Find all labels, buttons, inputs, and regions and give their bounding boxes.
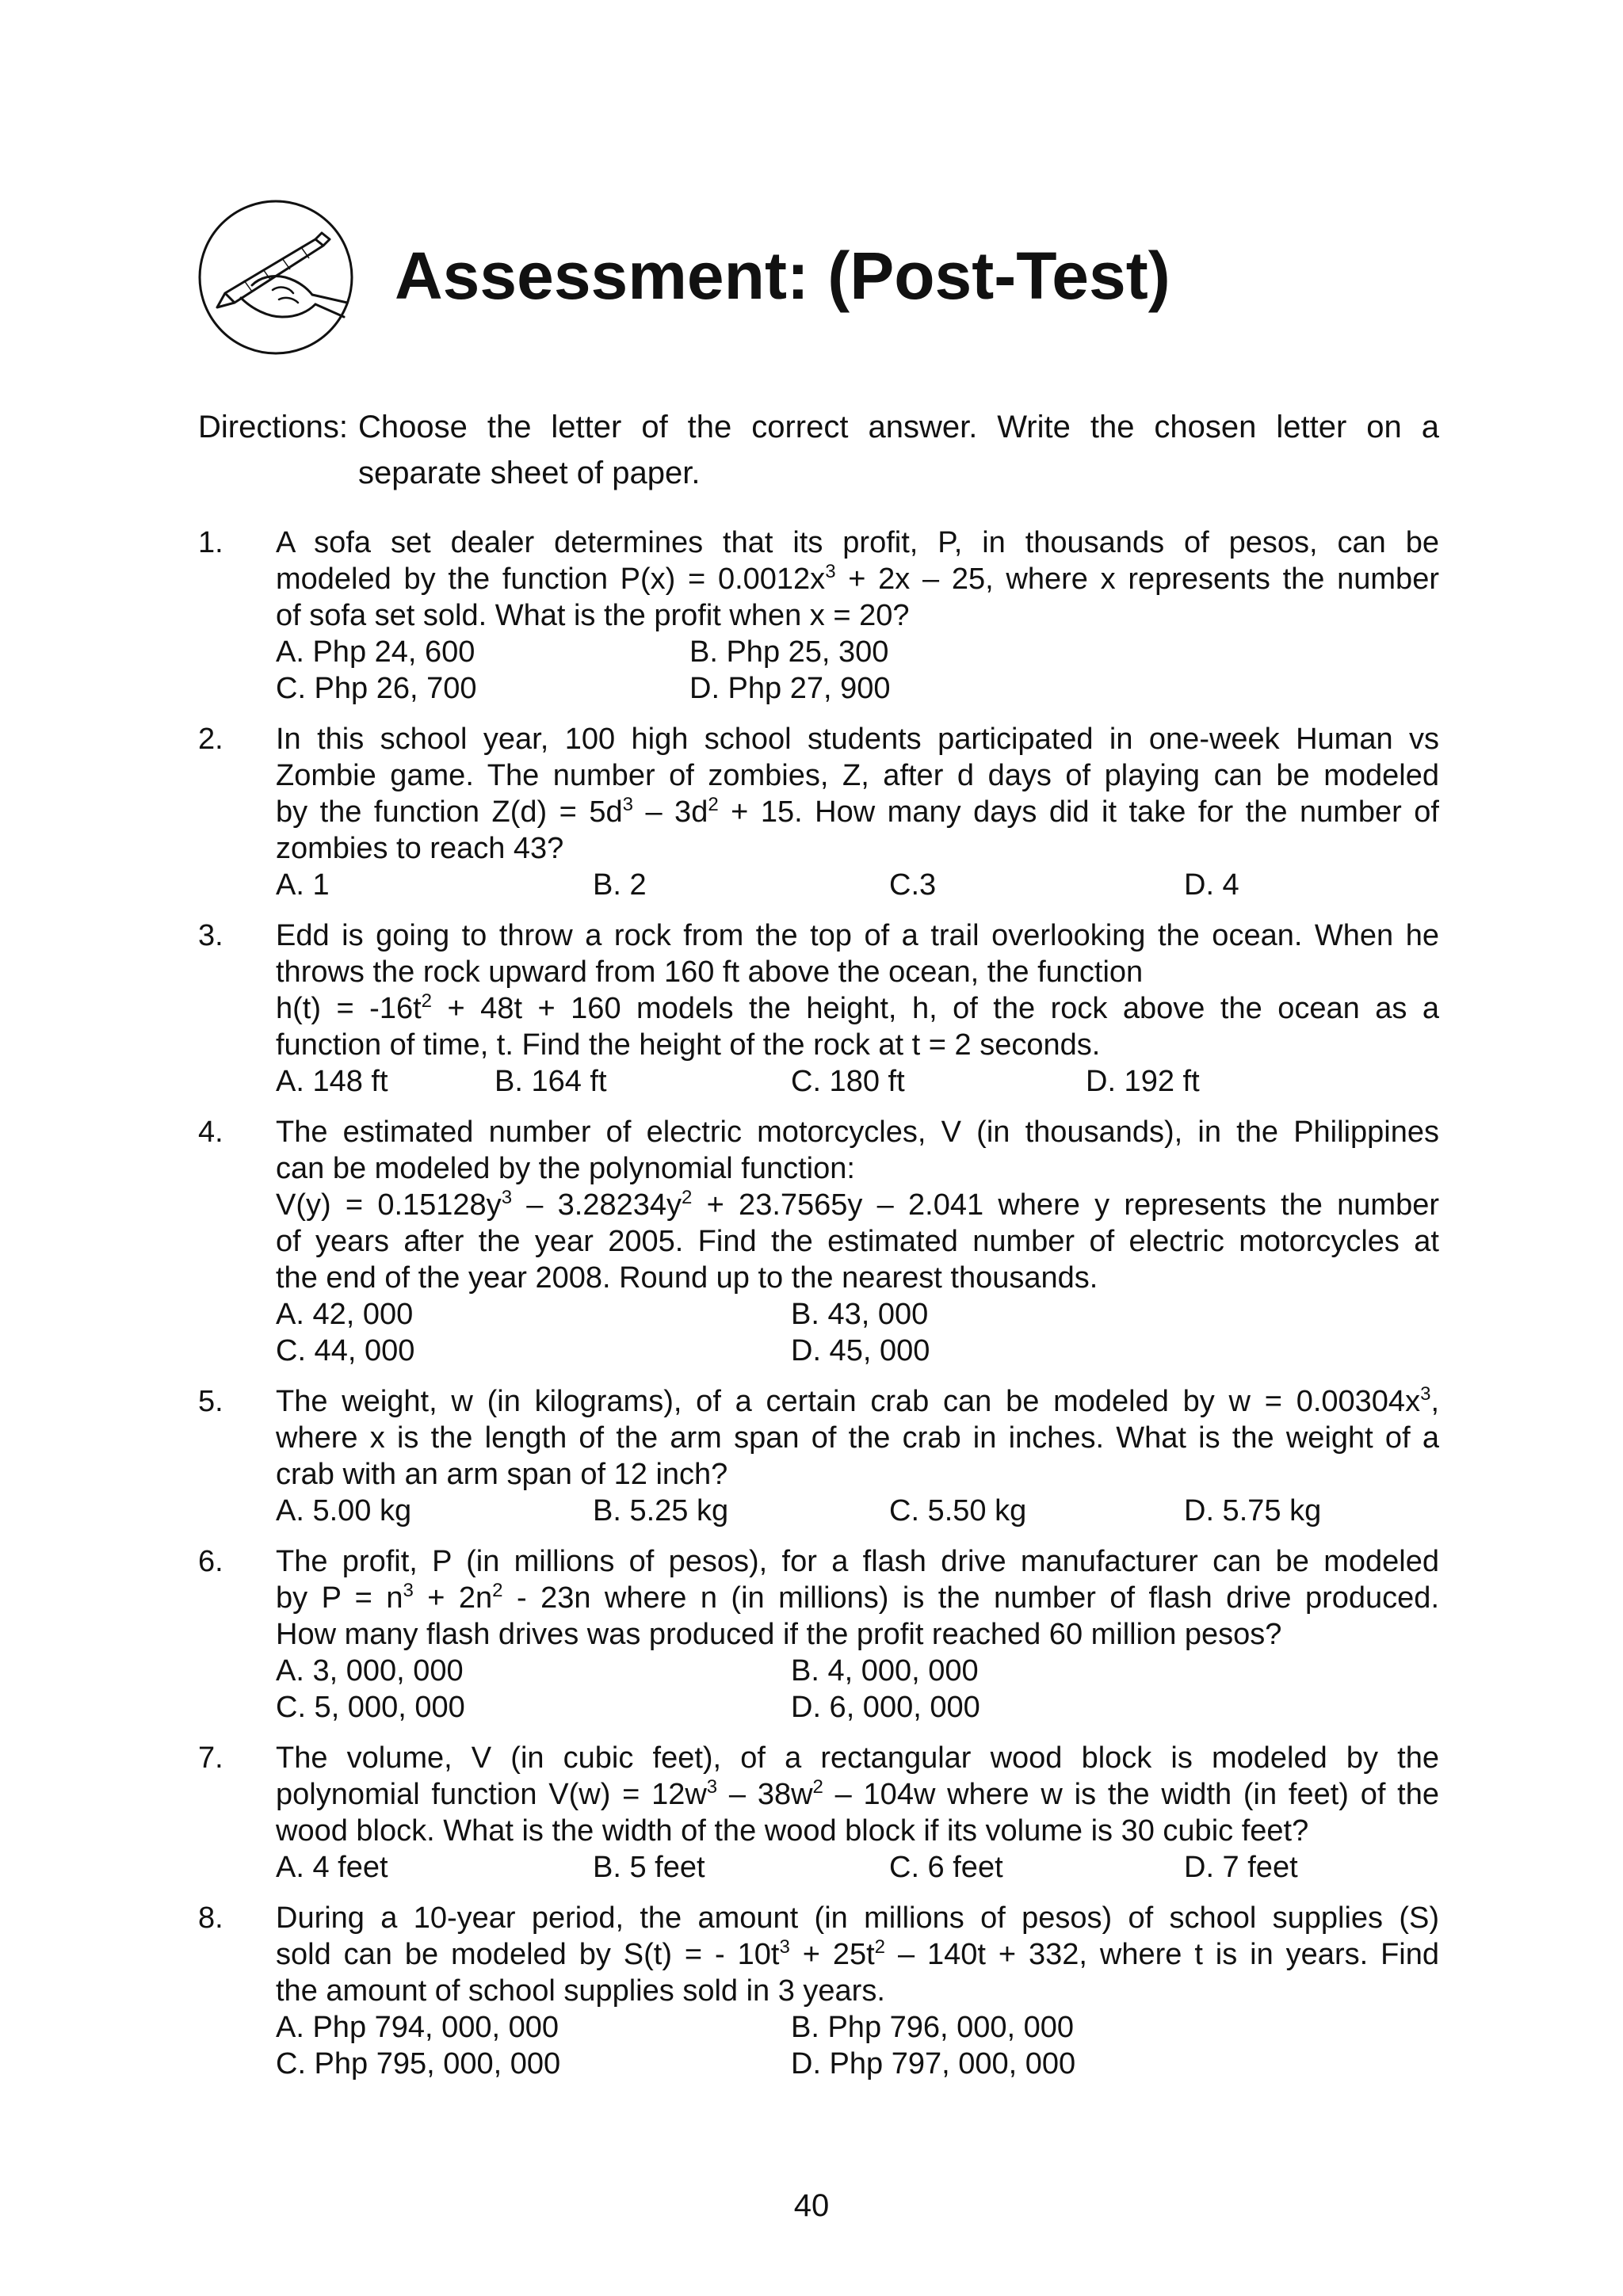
option-d: D. 4 (1184, 868, 1239, 902)
question-line: can be modeled by the polynomial function: (276, 1152, 855, 1185)
question-6 (198, 1543, 1439, 1726)
option-b: B. Php 796, 000, 000 (791, 2011, 1075, 2044)
question-stem (276, 917, 1439, 1063)
question-line: $V(y) = 0.15128y^3 - 3.28234y^2 + 23.7565y - 2.041$ where y represents the number (276, 1187, 1440, 1222)
option-a: A. 1 (276, 868, 330, 902)
question-line: In this school year, 100 high school students participated in one-week Human vs (276, 723, 1439, 756)
question-line: The volume, V (in cubic feet), of a rectangular wood block is modeled by the (276, 1741, 1439, 1775)
option-a: A. 5.00 kg (276, 1494, 412, 1527)
question-line: the end of the year 2008. Round up to the nearest thousands. (276, 1261, 1098, 1295)
option-a: A. 4 feet (276, 1851, 388, 1884)
option-d: D. 192 ft (1086, 1065, 1200, 1098)
answer-options-row (276, 1849, 1439, 1886)
answer-options-row (276, 670, 1439, 707)
option-b: B. Php 25, 300 (689, 635, 889, 669)
option-b: B. 5.25 kg (593, 1494, 729, 1527)
question-line: The profit, P (in millions of pesos), for a flash drive manufacturer can be modeled (276, 1545, 1439, 1578)
question-line: How many flash drives was produced if the profit reached 60 million pesos? (276, 1618, 1282, 1651)
answer-options-row (276, 2046, 1439, 2082)
option-b: B. 164 ft (495, 1065, 607, 1098)
answer-options-row (276, 1333, 1439, 1369)
directions (198, 404, 1439, 496)
option-a: A. 3, 000, 000 (276, 1654, 464, 1688)
question-number: 6. (198, 1545, 223, 1578)
question-8 (198, 1900, 1439, 2082)
question-line: the amount of school supplies sold in 3 years. (276, 1974, 885, 2008)
option-c: C. 5, 000, 000 (276, 1691, 465, 1724)
option-d: D. 6, 000, 000 (791, 1691, 980, 1724)
question-line: Zombie game. The number of zombies, Z, after d days of playing can be modeled (276, 759, 1439, 792)
option-a: A. 42, 000 (276, 1298, 414, 1331)
option-b: B. 2 (593, 868, 647, 902)
question-line: The estimated number of electric motorcycles, V (in thousands), in the Philippines (276, 1116, 1439, 1149)
question-line: The weight, w (in kilograms), of a certain crab can be modeled by $w = 0.00304x^3$, (276, 1383, 1439, 1418)
question-line: During a 10-year period, the amount (in millions of pesos) of school supplies (S) (276, 1901, 1439, 1935)
question-line: zombies to reach 43? (276, 832, 564, 865)
question-number: 5. (198, 1385, 223, 1418)
question-number: 3. (198, 919, 223, 952)
option-d: D. 5.75 kg (1184, 1494, 1322, 1527)
answer-options-row (276, 1493, 1439, 1529)
option-b: B. 4, 000, 000 (791, 1654, 979, 1688)
answer-options-row (276, 1689, 1439, 1726)
question-stem (276, 1114, 1439, 1296)
option-c: C. Php 795, 000, 000 (276, 2047, 561, 2081)
question-line: where x is the length of the arm span of the crab in inches. What is the weight of a (276, 1421, 1439, 1455)
directions-label: Directions: (198, 410, 348, 444)
question-stem (276, 1543, 1439, 1653)
answer-options-row (276, 867, 1439, 903)
option-d: D. Php 797, 000, 000 (791, 2047, 1076, 2081)
question-line: function of time, t. Find the height of the rock at t = 2 seconds. (276, 1028, 1101, 1062)
option-d: D. 7 feet (1184, 1851, 1298, 1884)
question-stem (276, 1383, 1439, 1493)
question-3 (198, 917, 1439, 1100)
option-b: B. 5 feet (593, 1851, 705, 1884)
option-a: A. Php 794, 000, 000 (276, 2011, 559, 2044)
question-5 (198, 1383, 1439, 1529)
question-line: of sofa set sold. What is the profit when x = 20? (276, 599, 910, 632)
question-stem (276, 524, 1439, 634)
option-c: C. 6 feet (889, 1851, 1003, 1884)
question-line: polynomial function $V(w) = 12w^3 - 38w^2 - 104w$ where w is the width (in feet) of the (276, 1776, 1439, 1811)
option-a: A. Php 24, 600 (276, 635, 475, 669)
question-line: of years after the year 2005. Find the estimated number of electric motorcycles at (276, 1225, 1439, 1258)
answer-options-row (276, 2009, 1439, 2046)
question-line: A sofa set dealer determines that its profit, P, in thousands of pesos, can be (276, 526, 1439, 559)
page-number: 40 (793, 2188, 830, 2223)
question-line: crab with an arm span of 12 inch? (276, 1458, 728, 1491)
question-number: 7. (198, 1741, 223, 1775)
page-title: Assessment: (Post-Test) (395, 238, 1170, 313)
option-d: D. Php 27, 900 (689, 672, 891, 705)
question-number: 2. (198, 723, 223, 756)
directions-line-1: Choose the letter of the correct answer. Write the chosen letter on a (358, 410, 1439, 444)
question-2 (198, 721, 1439, 903)
option-c: C. 5.50 kg (889, 1494, 1027, 1527)
option-c: C. Php 26, 700 (276, 672, 477, 705)
question-line: throws the rock upward from 160 ft above the ocean, the function (276, 955, 1144, 989)
option-d: D. 45, 000 (791, 1334, 930, 1367)
option-b: B. 43, 000 (791, 1298, 929, 1331)
question-line: $h(t) = -16t^2 + 48t + 160$ models the height, h, of the rock above the ocean as a (276, 990, 1439, 1025)
question-number: 4. (198, 1116, 223, 1149)
question-4 (198, 1114, 1439, 1369)
answer-options-row (276, 634, 1439, 670)
question-number: 1. (198, 526, 223, 559)
option-c: C. 44, 000 (276, 1334, 415, 1367)
hand-writing-with-pencil-icon (197, 198, 355, 357)
question-line: by the function $Z(d) = 5d^3 - 3d^2 + 15$. How many days did it take for the number of (276, 794, 1439, 829)
option-c: C.3 (889, 868, 937, 902)
question-line: Edd is going to throw a rock from the top of a trail overlooking the ocean. When he (276, 919, 1439, 952)
question-line: modeled by the function $P(x) = 0.0012x^3 + 2x - 25$, where x represents the number (276, 561, 1439, 596)
option-c: C. 180 ft (791, 1065, 905, 1098)
question-7 (198, 1740, 1439, 1886)
answer-options-row (276, 1063, 1439, 1100)
question-list (198, 524, 1439, 2096)
question-stem (276, 1900, 1439, 2009)
question-stem (276, 1740, 1439, 1849)
answer-options-row (276, 1653, 1439, 1689)
answer-options-row (276, 1296, 1439, 1333)
question-line: by $P = n^3 + 2n^2 - 23n$ where n (in millions) is the number of flash drive produced. (276, 1580, 1440, 1615)
question-1 (198, 524, 1439, 707)
question-number: 8. (198, 1901, 223, 1935)
question-line: wood block. What is the width of the wood block if its volume is 30 cubic feet? (276, 1814, 1309, 1848)
option-a: A. 148 ft (276, 1065, 388, 1098)
question-line: sold can be modeled by S(t) = - $10t^3 + 25t^2 - 140t + 332$, where t is in years. Find (276, 1936, 1439, 1971)
question-stem (276, 721, 1439, 867)
directions-line-2: separate sheet of paper. (358, 456, 701, 490)
